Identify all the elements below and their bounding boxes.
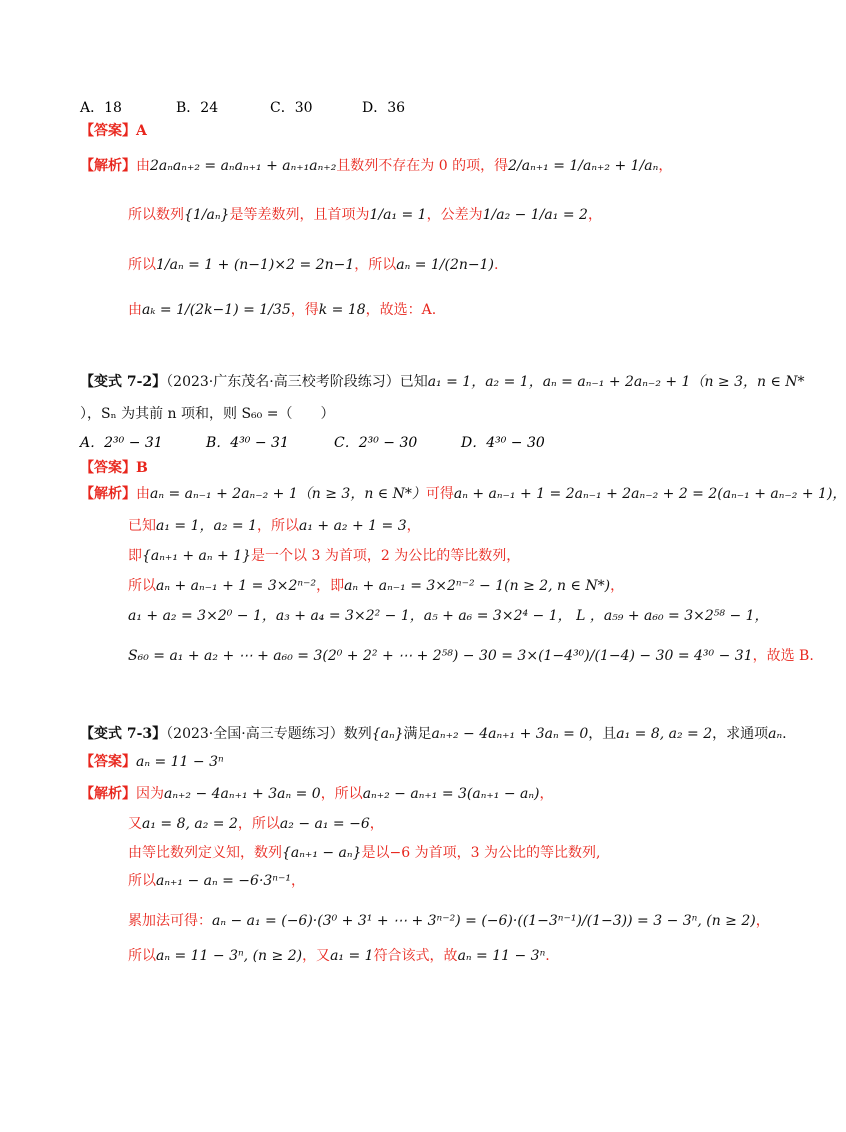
text: 可得 xyxy=(425,486,454,502)
variant-tag: 【变式 7-2】 xyxy=(80,374,167,390)
text: ， xyxy=(755,913,770,929)
text: 因为 xyxy=(136,786,164,802)
q1-answer xyxy=(80,121,147,141)
q1-analysis-line-4 xyxy=(128,300,436,320)
math: aₙ = 1/(2n−1) xyxy=(396,257,494,273)
analysis-tag: 【解析】 xyxy=(80,786,136,802)
math: {1/aₙ} xyxy=(184,207,230,223)
q2-answer xyxy=(80,458,148,478)
text: 由 xyxy=(128,302,142,318)
text: ，所以 xyxy=(354,257,397,273)
q3-analysis-line-5 xyxy=(128,911,770,931)
q2-stem-line-1 xyxy=(80,372,805,392)
math: {aₙ₊₁ + aₙ + 1} xyxy=(142,548,252,564)
text: 所以 xyxy=(128,578,156,594)
text: 由 xyxy=(136,486,150,502)
q3-analysis-line-2 xyxy=(128,814,384,834)
math: aₙ₊₂ − 4aₙ₊₁ + 3aₙ = 0 xyxy=(164,786,321,802)
math: aₙ = aₙ₋₁ + 2aₙ₋₂ + 1（n ≥ 3，n ∈ N*） xyxy=(150,486,426,502)
text: ，求通项 xyxy=(712,726,769,742)
q2-analysis-line-5: a₁ + a₂ = 3×2⁰ − 1，a₃ + a₄ = 3×2² − 1，a₅ + a₆ = 3×2⁴ − 1， L ，a₅₉ + a₆₀ = 3×2⁵⁸ − 1， xyxy=(128,608,769,624)
text: . xyxy=(545,948,550,964)
math: aₙ₊₂ − aₙ₊₁ = 3(aₙ₊₁ − aₙ) xyxy=(362,786,540,802)
text: ， xyxy=(369,816,384,832)
q1-analysis-line-2: 所以数列{1/aₙ}是等差数列，且首项为1/a₁ = 1，公差为1/a₂ − 1/a₁ = 2， xyxy=(128,207,602,223)
math: a₁ = 1 xyxy=(330,948,374,964)
math: 2/aₙ₊₁ = 1/aₙ₊₂ + 1/aₙ xyxy=(508,158,659,174)
math: {aₙ} xyxy=(371,726,404,742)
source: （2023·全国·高三专题练习）数列 xyxy=(166,726,372,742)
q1-option-a: A．18 xyxy=(80,100,122,116)
q2-option-d: D．4³⁰ − 30 xyxy=(461,435,545,451)
math: a₁ = 8, a₂ = 2 xyxy=(142,816,238,832)
math: aₙ − a₁ = (−6)·(3⁰ + 3¹ + ⋯ + 3ⁿ⁻²) = (−6)·((1−3ⁿ⁻¹)/(1−3)) = 3 − 3ⁿ, (n ≥ 2) xyxy=(212,913,756,929)
q3-stem xyxy=(80,724,787,744)
math: aₙ = 11 − 3ⁿ xyxy=(457,948,546,964)
q2-option-b: B．4³⁰ − 31 xyxy=(206,435,289,451)
answer-tag: 【答案】 xyxy=(80,123,136,139)
text: 已知 xyxy=(128,518,156,534)
math: a₁ = 1，a₂ = 1 xyxy=(156,518,257,534)
text: 是以−6 为首项，3 为公比的等比数列, xyxy=(361,845,601,861)
text: ，故选 B. xyxy=(752,648,814,664)
text: ，得 xyxy=(290,302,319,318)
text: 由 xyxy=(136,158,150,174)
math: aₙ₊₂ − 4aₙ₊₁ + 3aₙ = 0 xyxy=(431,726,589,742)
text: 由等比数列定义知，数列 xyxy=(128,845,282,861)
text: 所以数列 xyxy=(128,207,184,223)
text: 是等差数列，且首项为 xyxy=(229,207,370,223)
q1-analysis-line-3: 所以1/aₙ = 1 + (n−1)×2 = 2n−1，所以aₙ = 1/(2n−1). xyxy=(128,257,499,273)
q1-option-b: B．24 xyxy=(176,100,219,116)
analysis-tag: 【解析】 xyxy=(80,486,136,502)
math: aₙ + aₙ₋₁ + 1 = 3×2ⁿ⁻² xyxy=(156,578,317,594)
answer-tag: 【答案】 xyxy=(80,460,136,476)
text: ， xyxy=(406,518,421,534)
text: ，又 xyxy=(302,948,331,964)
q3-analysis-line-4 xyxy=(128,871,305,891)
text: 满足 xyxy=(403,726,432,742)
text: ，公差为 xyxy=(426,207,483,223)
math: 2aₙaₙ₊₂ = aₙaₙ₊₁ + aₙ₊₁aₙ₊₂ xyxy=(150,158,337,174)
math: a₁ = 8, a₂ = 2 xyxy=(616,726,713,742)
answer-value: aₙ = 11 − 3ⁿ xyxy=(136,754,224,770)
math: {aₙ₊₁ − aₙ} xyxy=(282,845,362,861)
text: 符合该式，故 xyxy=(373,948,458,964)
math: a₂ − a₁ = −6 xyxy=(279,816,370,832)
text: ，所以 xyxy=(237,816,280,832)
q2-analysis-line-6 xyxy=(128,646,814,666)
math: S₆₀ = a₁ + a₂ + ⋯ + a₆₀ = 3(2⁰ + 2² + ⋯ + 2⁵⁸) − 30 = 3×(1−4³⁰)/(1−4) − 30 = 4³⁰ − 31 xyxy=(128,648,753,664)
text: ，即 xyxy=(316,578,345,594)
text: ， xyxy=(539,786,554,802)
math: 1/aₙ = 1 + (n−1)×2 = 2n−1 xyxy=(156,257,355,273)
q3-analysis-line-1 xyxy=(80,784,554,804)
text: 所以 xyxy=(128,257,156,273)
q2-stem-line-2: ），Sₙ 为其前 n 项和，则 S₆₀ =（ ） xyxy=(80,406,335,422)
math: aₙ + aₙ₋₁ + 1 = 2aₙ₋₁ + 2aₙ₋₂ + 2 = 2(aₙ₋₁ + aₙ₋₂ + 1)， xyxy=(453,486,846,502)
q1-option-d: D．36 xyxy=(362,100,406,116)
math: aₙ + aₙ₋₁ = 3×2ⁿ⁻² − 1(n ≥ 2, n ∈ N*) xyxy=(344,578,611,594)
text: 所以 xyxy=(128,948,156,964)
text: 是一个以 3 为首项，2 为公比的等比数列， xyxy=(251,548,521,564)
text: ，故选：A. xyxy=(365,302,437,318)
q2-option-a: A．2³⁰ − 31 xyxy=(80,435,163,451)
text: 且数列不存在为 0 的项，得 xyxy=(336,158,509,174)
math: aₖ = 1/(2k−1) = 1/35 xyxy=(142,302,291,318)
q3-answer xyxy=(80,752,224,772)
q2-analysis-line-3 xyxy=(128,546,520,566)
answer-tag: 【答案】 xyxy=(80,754,136,770)
q1-analysis-line-1: 【解析】由2aₙaₙ₊₂ = aₙaₙ₊₁ + aₙ₊₁aₙ₊₂且数列不存在为 0 的项，得2/aₙ₊₁ = 1/aₙ₊₂ + 1/aₙ， xyxy=(80,158,673,174)
text: 累加法可得： xyxy=(128,913,212,929)
q3-analysis-line-3 xyxy=(128,843,600,863)
text: ，且 xyxy=(588,726,617,742)
math: 1/a₁ = 1 xyxy=(369,207,427,223)
q2-analysis-line-1 xyxy=(80,484,846,504)
q2-analysis-line-2 xyxy=(128,516,421,536)
text: . xyxy=(782,726,787,742)
answer-value: B xyxy=(136,460,148,476)
math: aₙ = 11 − 3ⁿ, (n ≥ 2) xyxy=(156,948,303,964)
q1-option-c: C．30 xyxy=(270,100,313,116)
text: ，所以 xyxy=(257,518,299,534)
text: 即 xyxy=(128,548,142,564)
analysis-tag: 【解析】 xyxy=(80,158,136,174)
text: ，所以 xyxy=(320,786,363,802)
math: k = 18 xyxy=(318,302,366,318)
q2-analysis-line-4 xyxy=(128,576,624,596)
text: 又 xyxy=(128,816,142,832)
math: a₁ + a₂ + 1 = 3 xyxy=(299,518,407,534)
q3-analysis-line-6 xyxy=(128,946,550,966)
source: （2023·广东茂名·高三校考阶段练习）已知 xyxy=(166,374,428,390)
math: a₁ = 1，a₂ = 1，aₙ = aₙ₋₁ + 2aₙ₋₂ + 1（n ≥ 3，n ∈ N* xyxy=(427,374,805,390)
text: ， xyxy=(290,873,305,889)
variant-tag: 【变式 7-3】 xyxy=(80,726,167,742)
math: aₙ₊₁ − aₙ = −6·3ⁿ⁻¹ xyxy=(156,873,291,889)
math: 1/a₂ − 1/a₁ = 2 xyxy=(482,207,588,223)
q2-option-c: C．2³⁰ − 30 xyxy=(334,435,418,451)
answer-value: A xyxy=(136,123,147,139)
text: ， xyxy=(610,578,625,594)
text: 所以 xyxy=(128,873,156,889)
math: aₙ xyxy=(768,726,783,742)
